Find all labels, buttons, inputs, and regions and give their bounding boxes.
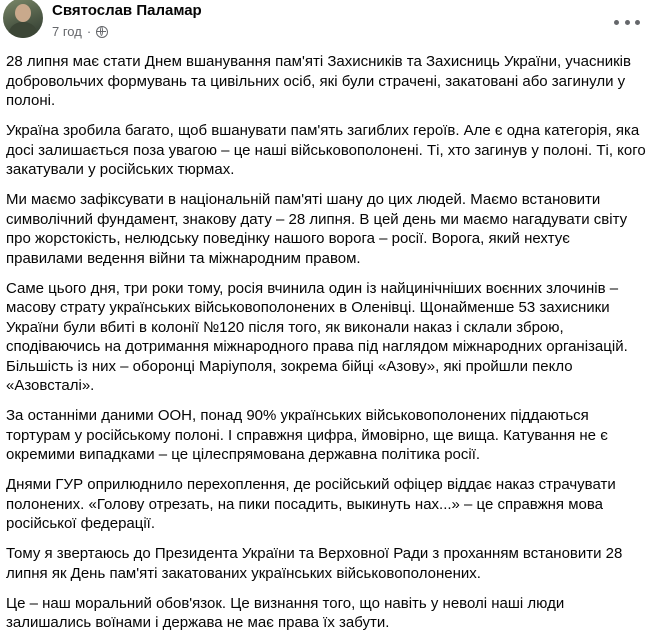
post-paragraph: 28 липня має стати Днем вшанування пам'яті Захисників та Захисниць України, учасників добровольчих формувань та цивільних осіб, які були страчені, закатовані або загинули у полоні. xyxy=(6,53,631,109)
meta-separator: · xyxy=(86,24,92,39)
more-dot xyxy=(635,20,640,25)
globe-icon[interactable] xyxy=(96,26,108,38)
post-paragraph: Україна зробила багато, щоб вшанувати пам'ять загиблих героїв. Але є одна категорія, яка досі залишається поза увагою – це наші військовополонені. Ті, хто загинув у полоні. Ті, кого закатували у російських тюрмах. xyxy=(6,122,646,178)
post-paragraph: Саме цього дня, три роки тому, росія вчинила один із найцинічніших воєнних злочинів – масову страту українських військовополонених в Оленівці. Щонайменше 53 захисники України були вбиті в колонії №120 після того, як виконали наказ і склали зброю, сподіваючись на дотримання міжнародного права під наглядом міжнародних організацій. Більшість із них – оборонці Маріуполя, зокрема бійці «Азову», які пройшли пекло «Азовсталі». xyxy=(6,279,628,394)
post-header xyxy=(0,0,650,48)
post-body xyxy=(6,52,646,643)
avatar-body-shape xyxy=(8,22,38,38)
post-paragraph: Тому я звертаюсь до Президента України та Верховної Ради з проханням встановити 28 липня як День пам'яті закатованих українських військовополонених. xyxy=(6,545,623,582)
post-paragraph: Ми маємо зафіксувати в національній пам'яті шану до цих людей. Маємо встановити символічний фундамент, знакову дату – 28 липня. В цей день ми маємо нагадувати світу про жорстокість, нелюдську поведінку нашого ворога – росії. Ворога, який нехтує правилами ведення війни та міжнародним правом. xyxy=(6,191,628,267)
more-options-icon[interactable] xyxy=(614,12,640,32)
post-paragraph: За останніми даними ООН, понад 90% українських військовополонених піддаються тортурам у російському полоні. І справжня цифра, ймовірно, ще вища. Катування не є окремими випадками – це цілеспрямована державна політика росії. xyxy=(6,407,608,463)
more-dot xyxy=(625,20,630,25)
post-meta xyxy=(52,24,108,40)
more-dot xyxy=(614,20,619,25)
post-paragraph: Це – наш моральний обов'язок. Це визнання того, що навіть у неволі наші люди залишались воїнами і держава не має права їх забути. xyxy=(6,594,565,631)
avatar-head-shape xyxy=(15,4,31,22)
author-avatar[interactable] xyxy=(3,0,43,38)
post-paragraph: Днями ГУР оприлюднило перехоплення, де російський офіцер віддає наказ страчувати полонених. «Голову отрезать, на пики посадить, выкинуть нах...» – це справжня мова російської федерації. xyxy=(6,476,616,532)
post-timestamp[interactable]: 7 год xyxy=(52,24,82,39)
author-name[interactable]: Святослав Паламар xyxy=(52,2,202,19)
